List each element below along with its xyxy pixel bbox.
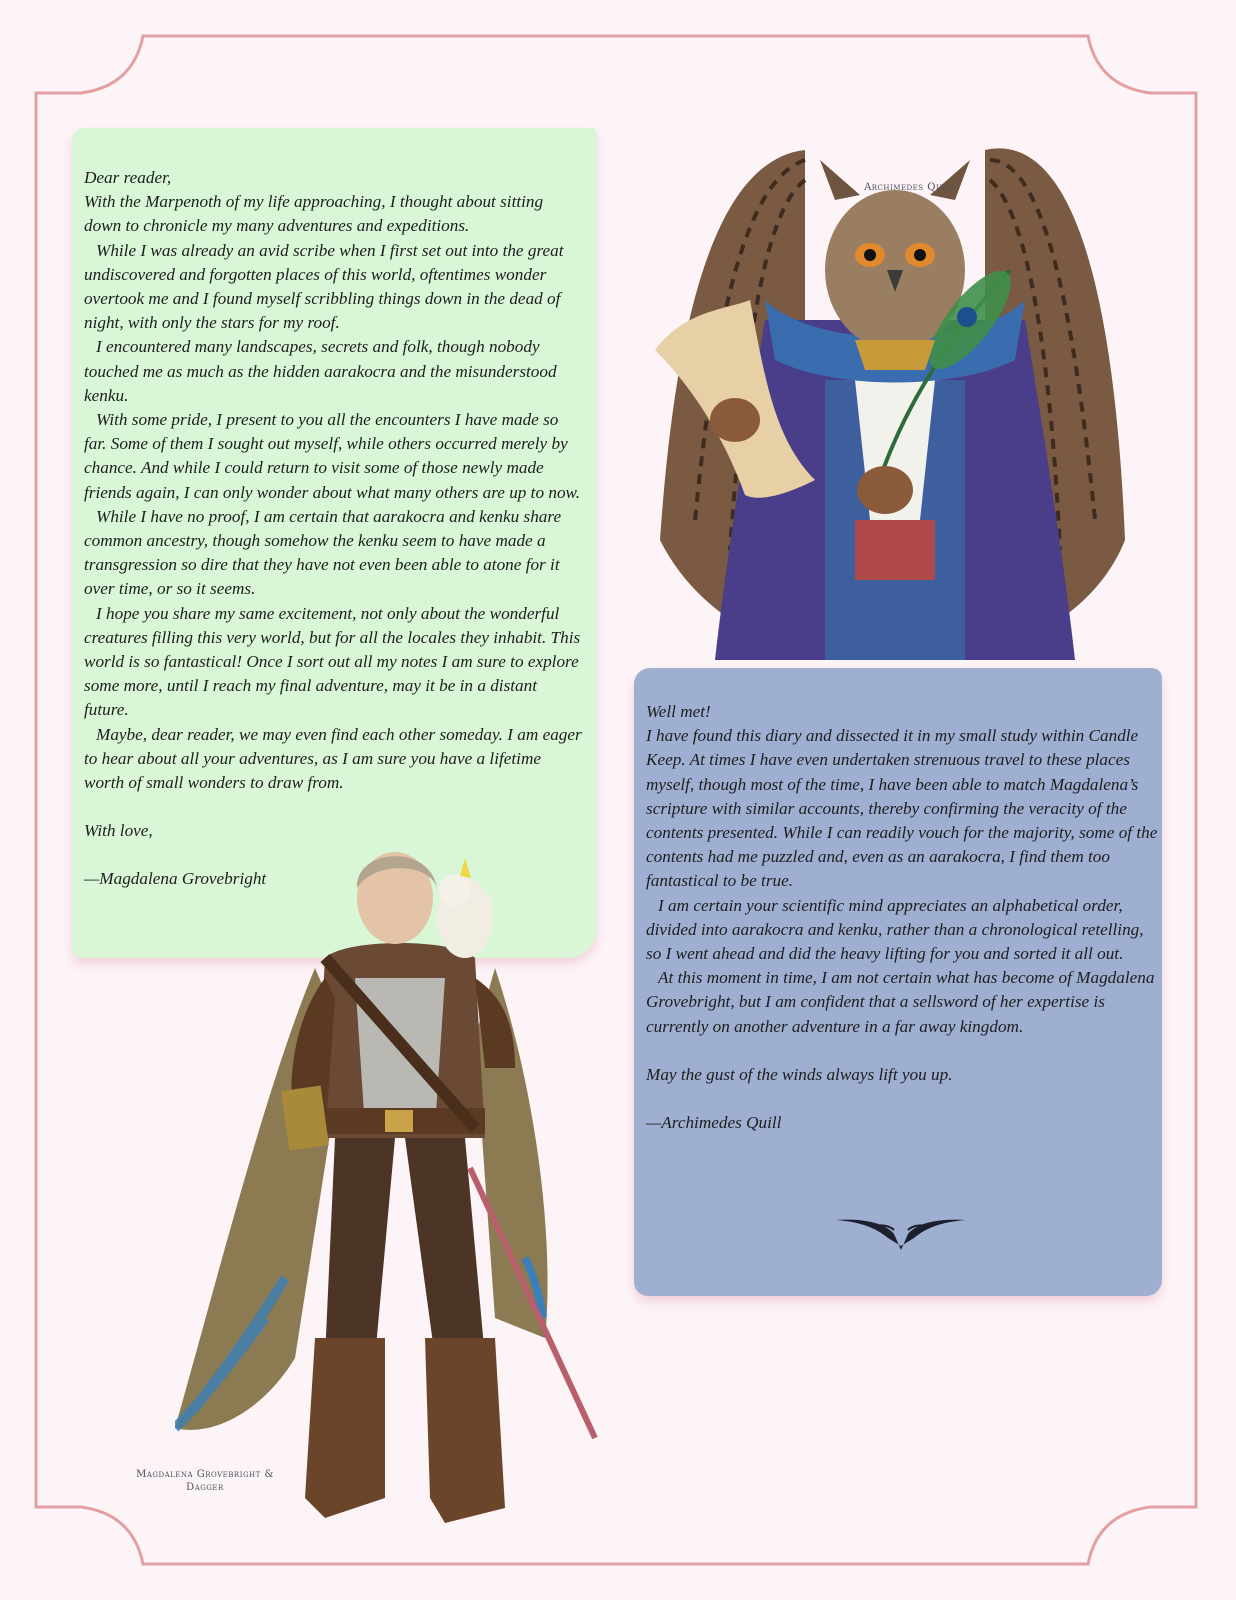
reply-signature: —Archimedes Quill	[646, 1113, 782, 1133]
letter-signature: —Magdalena Grovebright	[84, 869, 267, 889]
reply-paragraph: I am certain your scientific mind appreciates an alphabetical order, divided into aarakocra and kenku, rather than a chronological retelling, so I went ahead and did the heavy lifting for you and sorted it all out.	[646, 895, 1144, 964]
letter-paragraph: Maybe, dear reader, we may even find each other someday. I am eager to hear about all your adventures, as I am sure you have a lifetime worth of small wonders to draw from.	[84, 724, 582, 793]
letter-closing: With love,	[84, 821, 153, 841]
letter-paragraph: While I was already an avid scribe when I first set out into the great undiscovered and forgotten places of this world, oftentimes wonder overtook me and I found myself scribbling things down in the dead of night, with only the stars for my roof.	[84, 240, 564, 333]
reply-closing: May the gust of the winds always lift you up.	[646, 1064, 953, 1084]
letter-paragraph: I hope you share my same excitement, not only about the wonderful creatures filling this very world, but for all the locales they inhabit. This world is so fantastical! Once I sort out all my notes I am sure to explore some more, until I reach my final adventure, may it be in a distant future.	[84, 603, 581, 720]
reply-salutation: Well met!	[646, 702, 711, 721]
letter-paragraph: I encountered many landscapes, secrets and folk, though nobody touched me as much as the hidden aarakocra and the misunderstood kenku.	[84, 337, 557, 405]
letter-paragraph: While I have no proof, I am certain that aarakocra and kenku share common ancestry, though somehow the kenku seem to have made a transgression so dire that they have not even been able to atone for it over time, or so it seems.	[84, 506, 562, 599]
owl-illustration-caption: Archimedes Quill	[864, 182, 956, 193]
letter-text	[84, 166, 584, 892]
reply-paragraph: At this moment in time, I am not certain what has become of Magdalena Grovebright, but I am confident that a sellsword of her expertise is currently on another adventure in a far away kingdom.	[646, 968, 1155, 1036]
letter-paragraph: With some pride, I present to you all the encounters I have made so far. Some of them I sought out myself, while others occurred merely by chance. And while I could return to visit some of those newly made friends again, I can only wonder about what many others are up to now.	[84, 410, 581, 502]
magdalena-grovebright-illustration	[175, 838, 615, 1533]
ranger-illustration-caption: Magdalena Grovebright & Dagger	[136, 1469, 274, 1493]
reply-card	[634, 668, 1162, 1296]
letter-card	[72, 128, 597, 958]
reply-paragraph: I have found this diary and dissected it in my small study within Candle Keep. At times I have even undertaken strenuous travel to these places myself, though most of the time, I have been able to match Magdalena’s scripture with similar accounts, thereby confirming the veracity of the contents presented. While I can readily vouch for the majority, some of the contents had me puzzled and, even as an aarakocra, I find them too fantastical to be true.	[646, 726, 1158, 891]
letter-salutation: Dear reader,	[84, 168, 172, 187]
reply-text	[646, 700, 1158, 1135]
letter-paragraph: With the Marpenoth of my life approaching, I thought about sitting down to chronicle my many adventures and expeditions.	[84, 192, 544, 236]
archimedes-quill-illustration	[655, 120, 1135, 665]
bird-emblem-icon	[836, 1212, 966, 1252]
